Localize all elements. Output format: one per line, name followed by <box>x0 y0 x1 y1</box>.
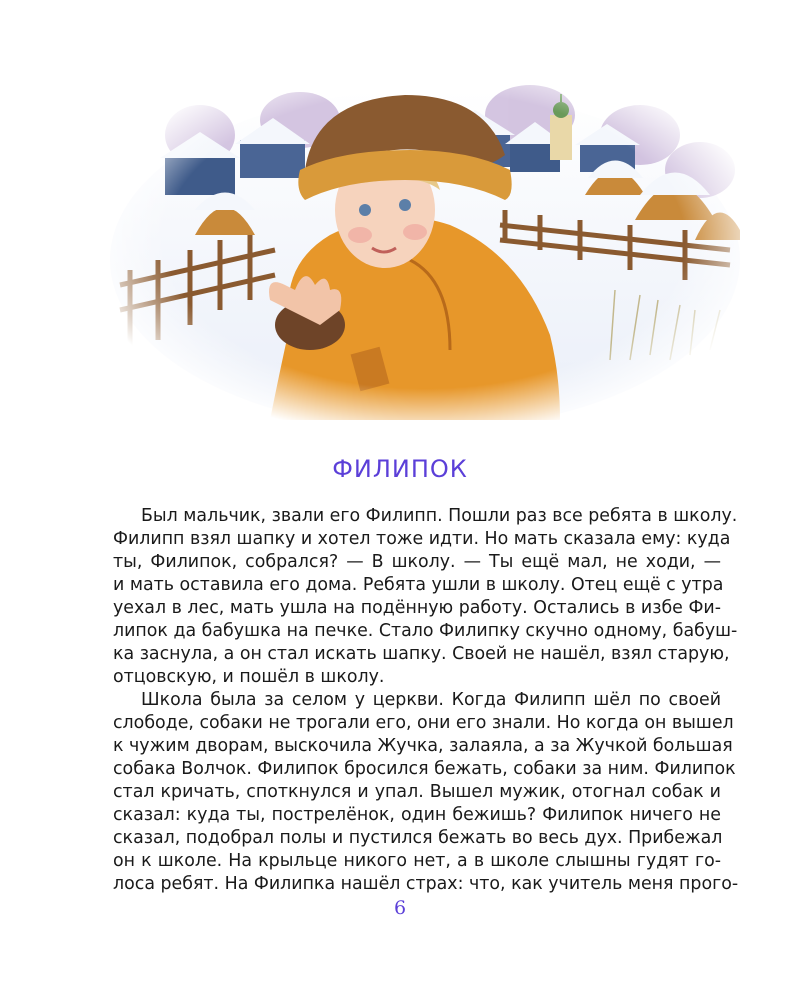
text-line: к чужим дворам, выскочила Жучка, залаяла, а за Жучкой большая <box>113 736 733 756</box>
winter-village-illustration <box>110 60 740 420</box>
paragraph-2 <box>113 689 739 896</box>
text-line: лоса ребят. На Филипка нашёл страх: что, как учитель меня прого- <box>113 874 739 894</box>
text-line: слободе, собаки не трогали его, они его знали. Но когда он вышел <box>113 713 734 733</box>
text-line: отцовскую, и пошёл в школу. <box>113 667 385 687</box>
text-line: стал кричать, споткнулся и упал. Вышел мужик, отогнал собак и <box>113 782 721 802</box>
text-line: он к школе. На крыльце никого нет, а в школе слышны гудят го- <box>113 851 721 871</box>
text-line: Филипп взял шапку и хотел тоже идти. Но мать сказала ему: куда <box>113 529 731 549</box>
text-line: ты, Филипок, собрался? — В школу. — Ты ещё мал, не ходи, — <box>113 552 721 572</box>
text-line: и мать оставила его дома. Ребята ушли в школу. Отец ещё с утра <box>113 575 724 595</box>
paragraph-1 <box>113 505 738 689</box>
text-line: собака Волчок. Филипок бросился бежать, собаки за ним. Филипок <box>113 759 736 779</box>
page-number: 6 <box>393 897 407 919</box>
text-line: липок да бабушка на печке. Стало Филипку скучно одному, бабуш- <box>113 621 738 641</box>
story-text <box>113 505 739 896</box>
text-line: Школа была за селом у церкви. Когда Филипп шёл по своей <box>141 690 721 710</box>
text-line: Был мальчик, звали его Филипп. Пошли раз все ребята в школу. <box>141 506 738 526</box>
story-title: ФИЛИПОК <box>332 455 468 483</box>
text-line: сказал, подобрал полы и пустился бежать во весь дух. Прибежал <box>113 828 723 848</box>
text-line: сказал: куда ты, пострелёнок, один бежишь? Филипок ничего не <box>113 805 721 825</box>
text-line: ка заснула, а он стал искать шапку. Своей не нашёл, взял старую, <box>113 644 730 664</box>
text-line: уехал в лес, мать ушла на подённую работу. Остались в избе Фи- <box>113 598 721 618</box>
